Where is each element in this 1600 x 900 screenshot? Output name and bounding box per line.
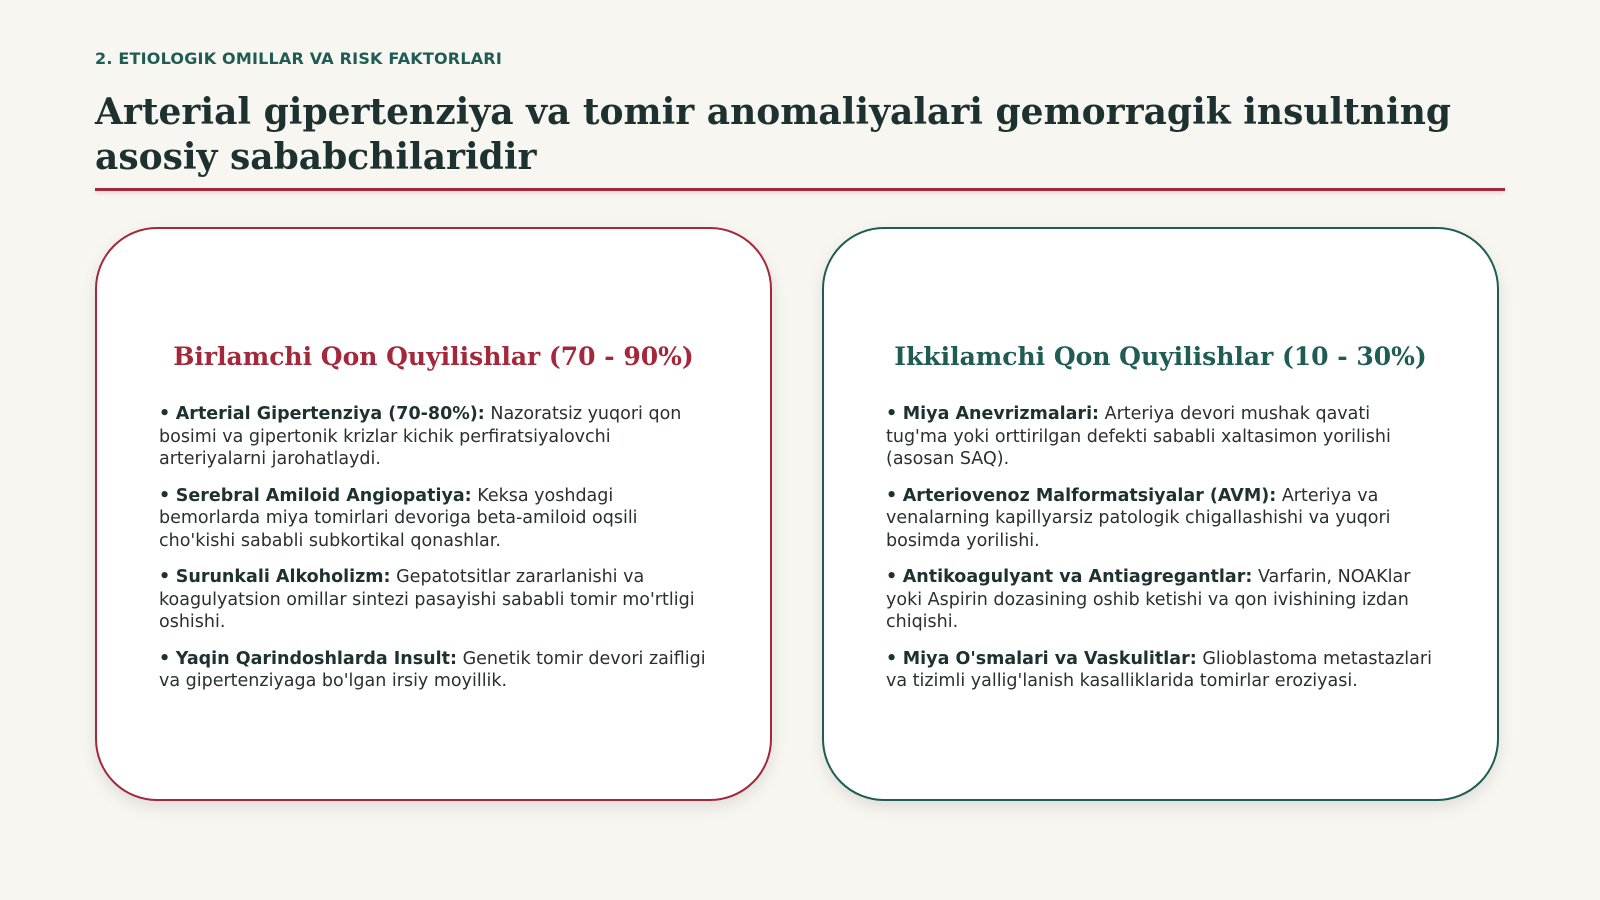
bullet-icon: • xyxy=(886,648,898,669)
item-term: Miya O'smalari va Vaskulitlar: xyxy=(902,648,1197,669)
list-item xyxy=(159,566,707,634)
bullet-icon: • xyxy=(886,567,898,587)
item-text: Gepatotsitlar zararlanishi va koagulyatsion omillar sintezi pasayishi sababli tomir mo'rtligi oshishi. xyxy=(159,567,695,632)
bullet-icon: • xyxy=(159,567,171,587)
card-list-primary xyxy=(159,403,707,707)
section-eyebrow: 2. ETIOLOGIK OMILLAR VA RISK FAKTORLARI xyxy=(95,49,502,68)
item-text: Varfarin, NOAKlar yoki Aspirin dozasining oshib ketishi va qon ivishining izdan chiqishi. xyxy=(886,567,1411,632)
card-primary-hemorrhages xyxy=(95,227,772,801)
list-item xyxy=(886,566,1434,634)
item-text: Arteriya devori mushak qavati tug'ma yoki orttirilgan defekti sababli xaltasimon yorilishi (asosan SAQ). xyxy=(886,404,1391,469)
list-item xyxy=(886,485,1434,553)
item-term: Yaqin Qarindoshlarda Insult: xyxy=(175,648,457,669)
item-text: Glioblastoma metastazlari va tizimli yallig'lanish kasalliklarida tomirlar eroziyasi. xyxy=(886,648,1432,691)
list-item xyxy=(886,648,1434,693)
item-term: Antikoagulyant va Antiagregantlar: xyxy=(902,567,1253,587)
item-text: Keksa yoshdagi bemorlarda miya tomirlari devoriga beta-amiloid oqsili cho'kishi sababli subkortikal qonashlar. xyxy=(159,485,638,551)
card-list-secondary xyxy=(886,403,1434,707)
item-text: Genetik tomir devori zaifligi va gipertenziyaga bo'lgan irsiy moyillik. xyxy=(159,648,706,691)
bullet-icon: • xyxy=(159,648,171,669)
item-term: Surunkali Alkoholizm: xyxy=(175,567,391,587)
bullet-icon: • xyxy=(159,485,171,506)
item-term: Miya Anevrizmalari: xyxy=(902,404,1100,424)
list-item xyxy=(159,403,707,471)
slide-title: Arterial gipertenziya va tomir anomaliyalari gemorragik insultning asosiy sababchilaridir xyxy=(95,91,1452,178)
item-text: Nazoratsiz yuqori qon bosimi va gipertonik krizlar kichik perfiratsiyalovchi arteriyalarni jarohatlaydi. xyxy=(159,404,682,469)
list-item xyxy=(159,648,707,693)
item-term: Arteriovenoz Malformatsiyalar (AVM): xyxy=(902,485,1277,506)
card-title-primary: Birlamchi Qon Quyilishlar (70 - 90%) xyxy=(173,342,694,371)
bullet-icon: • xyxy=(159,404,171,424)
list-item xyxy=(886,403,1434,471)
item-text: Arteriya va venalarning kapillyarsiz patologik chigallashishi va yuqori bosimda yorilishi. xyxy=(886,485,1391,551)
bullet-icon: • xyxy=(886,404,898,424)
card-secondary-hemorrhages xyxy=(822,227,1499,801)
bullet-icon: • xyxy=(886,485,898,506)
title-divider xyxy=(95,188,1505,191)
card-title-secondary: Ikkilamchi Qon Quyilishlar (10 - 30%) xyxy=(894,342,1427,371)
item-term: Serebral Amiloid Angiopatiya: xyxy=(175,485,472,506)
list-item xyxy=(159,485,707,553)
item-term: Arterial Gipertenziya (70-80%): xyxy=(175,404,485,424)
